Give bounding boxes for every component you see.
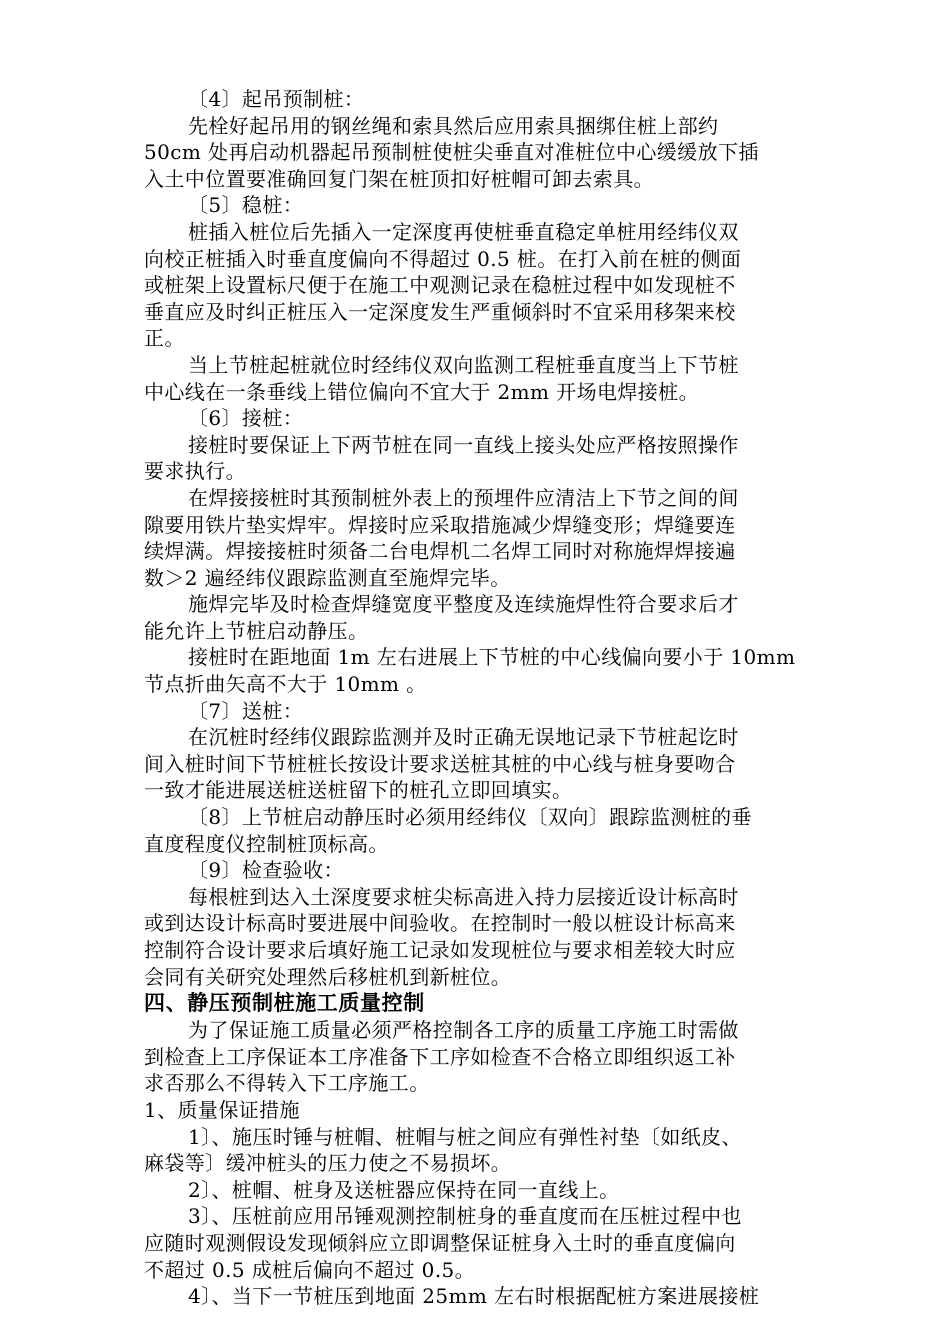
text-line: 控制符合设计要求后填好施工记录如发现桩位与要求相差较大时应: [144, 938, 736, 962]
paragraph: [144, 591, 810, 644]
text-line: 隙要用铁片垫实焊牢。焊接时应采取措施减少焊缝变形；焊缝要连: [144, 512, 736, 537]
text-line: 先栓好起吊用的钢丝绳和索具然后应用索具捆绑住桩上部约: [188, 113, 719, 138]
list-item: [144, 1177, 810, 1204]
text-line: 正。: [144, 326, 185, 351]
text-line: 在焊接接桩时其预制桩外表上的预埋件应清洁上下节之间的间: [188, 485, 739, 510]
section-title: 〔6〕接桩：: [188, 406, 304, 431]
section-5-title: [144, 192, 810, 219]
text-line: 1〕、施压时锤与桩帽、桩帽与桩之间应有弹性衬垫〔如纸皮、: [188, 1124, 742, 1149]
text-line: 应随时观测假设发现倾斜应立即调整保证桩身入土时的垂直度偏向: [144, 1230, 736, 1255]
list-item: [144, 1124, 810, 1177]
text-line: 3〕、压桩前应用吊锤观测控制桩身的垂直度而在压桩过程中也: [188, 1204, 742, 1229]
paragraph: [144, 432, 810, 485]
text-line: 垂直应及时纠正桩压入一定深度发生严重倾斜时不宜采用移架来校: [144, 299, 736, 324]
paragraph: [144, 113, 810, 193]
list-item: [144, 1283, 810, 1310]
text-line: 每根桩到达入土深度要求桩尖标高进入持力层接近设计标高时: [188, 884, 739, 909]
text-line: 麻袋等〕缓冲桩头的压力使之不易损坏。: [144, 1151, 512, 1176]
text-line: 到检查上工序保证本工序准备下工序如检查不合格立即组织返工补: [144, 1044, 736, 1069]
subsection-title-text: 1、质量保证措施: [144, 1097, 300, 1122]
text-line: 中心线在一条垂线上错位偏向不宜大于 2mm 开场电焊接桩。: [144, 379, 699, 404]
text-line: 或桩架上设置标尺便于在施工中观测记录在稳桩过程中如发现桩不: [144, 273, 736, 298]
section-title: 〔7〕送桩：: [188, 698, 304, 723]
paragraph: [144, 724, 810, 804]
list-item: [144, 1203, 810, 1283]
text-line: 间入桩时间下节桩桩长按设计要求送桩其桩的中心线与桩身要吻合: [144, 751, 736, 776]
text-line: 4〕、当下一节桩压到地面 25mm 左右时根据配桩方案进展接桩: [188, 1284, 760, 1309]
paragraph: [144, 644, 810, 697]
text-line: 入土中位置要准确回复门架在桩顶扣好桩帽可卸去索具。: [144, 166, 654, 191]
section-6-title: [144, 405, 810, 432]
section-title: 〔9〕检查验收：: [188, 858, 344, 883]
subsection-title: [144, 1097, 810, 1124]
paragraph: [144, 219, 810, 352]
paragraph: [144, 884, 810, 990]
text-line: 一致才能进展送桩送桩留下的桩孔立即回填实。: [144, 778, 573, 803]
text-line: 接桩时在距地面 1m 左右进展上下节桩的中心线偏向要小于 10mm: [188, 645, 796, 670]
text-line: 在沉桩时经纬仪跟踪监测并及时正确无误地记录下节桩起讫时: [188, 725, 739, 750]
section-7-title: [144, 698, 810, 725]
text-line: 50cm 处再启动机器起吊预制桩使桩尖垂直对准桩位中心缓缓放下插: [144, 140, 759, 165]
text-line: 接桩时要保证上下两节桩在同一直线上接头处应严格按照操作: [188, 432, 739, 457]
section-9-title: [144, 857, 810, 884]
section-title: 〔5〕稳桩：: [188, 193, 304, 218]
text-line: 2〕、桩帽、桩身及送桩器应保持在同一直线上。: [188, 1177, 620, 1202]
text-line: 数＞2 遍经纬仪跟踪监测直至施焊完毕。: [144, 565, 511, 590]
text-line: 施焊完毕及时检查焊缝宽度平整度及连续施焊性符合要求后才: [188, 592, 739, 617]
paragraph: [144, 352, 810, 405]
section-4-title: [144, 86, 810, 113]
text-line: 当上节桩起桩就位时经纬仪双向监测工程桩垂直度当上下节桩: [188, 352, 739, 377]
text-line: 向校正桩插入时垂直度偏向不得超过 0.5 桩。在打入前在桩的侧面: [144, 246, 742, 271]
text-line: 节点折曲矢高不大于 10mm 。: [144, 672, 427, 697]
text-line: 或到达设计标高时要进展中间验收。在控制时一般以桩设计标高来: [144, 911, 736, 936]
document-body: [144, 86, 810, 1310]
text-line: 直度程度仪控制桩顶标高。: [144, 831, 389, 856]
chapter-heading: 四、静压预制桩施工质量控制: [144, 991, 425, 1016]
section-title: 〔4〕起吊预制桩：: [188, 87, 365, 111]
paragraph: [144, 1017, 810, 1097]
text-line: 为了保证施工质量必须严格控制各工序的质量工序施工时需做: [188, 1018, 739, 1043]
paragraph: [144, 804, 810, 857]
text-line: 续焊满。焊接接桩时须备二台电焊机二名焊工同时对称施焊焊接遍: [144, 539, 736, 564]
text-line: 不超过 0.5 成桩后偏向不超过 0.5。: [144, 1257, 476, 1282]
text-line: 会同有关研究处理然后移桩机到新桩位。: [144, 964, 512, 989]
text-line: 能允许上节桩启动静压。: [144, 618, 369, 643]
text-line: 桩插入桩位后先插入一定深度再使桩垂直稳定单桩用经纬仪双: [188, 219, 739, 244]
paragraph: [144, 485, 810, 591]
text-line: 〔8〕上节桩启动静压时必须用经纬仪〔双向〕跟踪监测桩的垂: [188, 805, 752, 830]
text-line: 求否那么不得转入下工序施工。: [144, 1071, 430, 1096]
text-line: 要求执行。: [144, 459, 246, 484]
